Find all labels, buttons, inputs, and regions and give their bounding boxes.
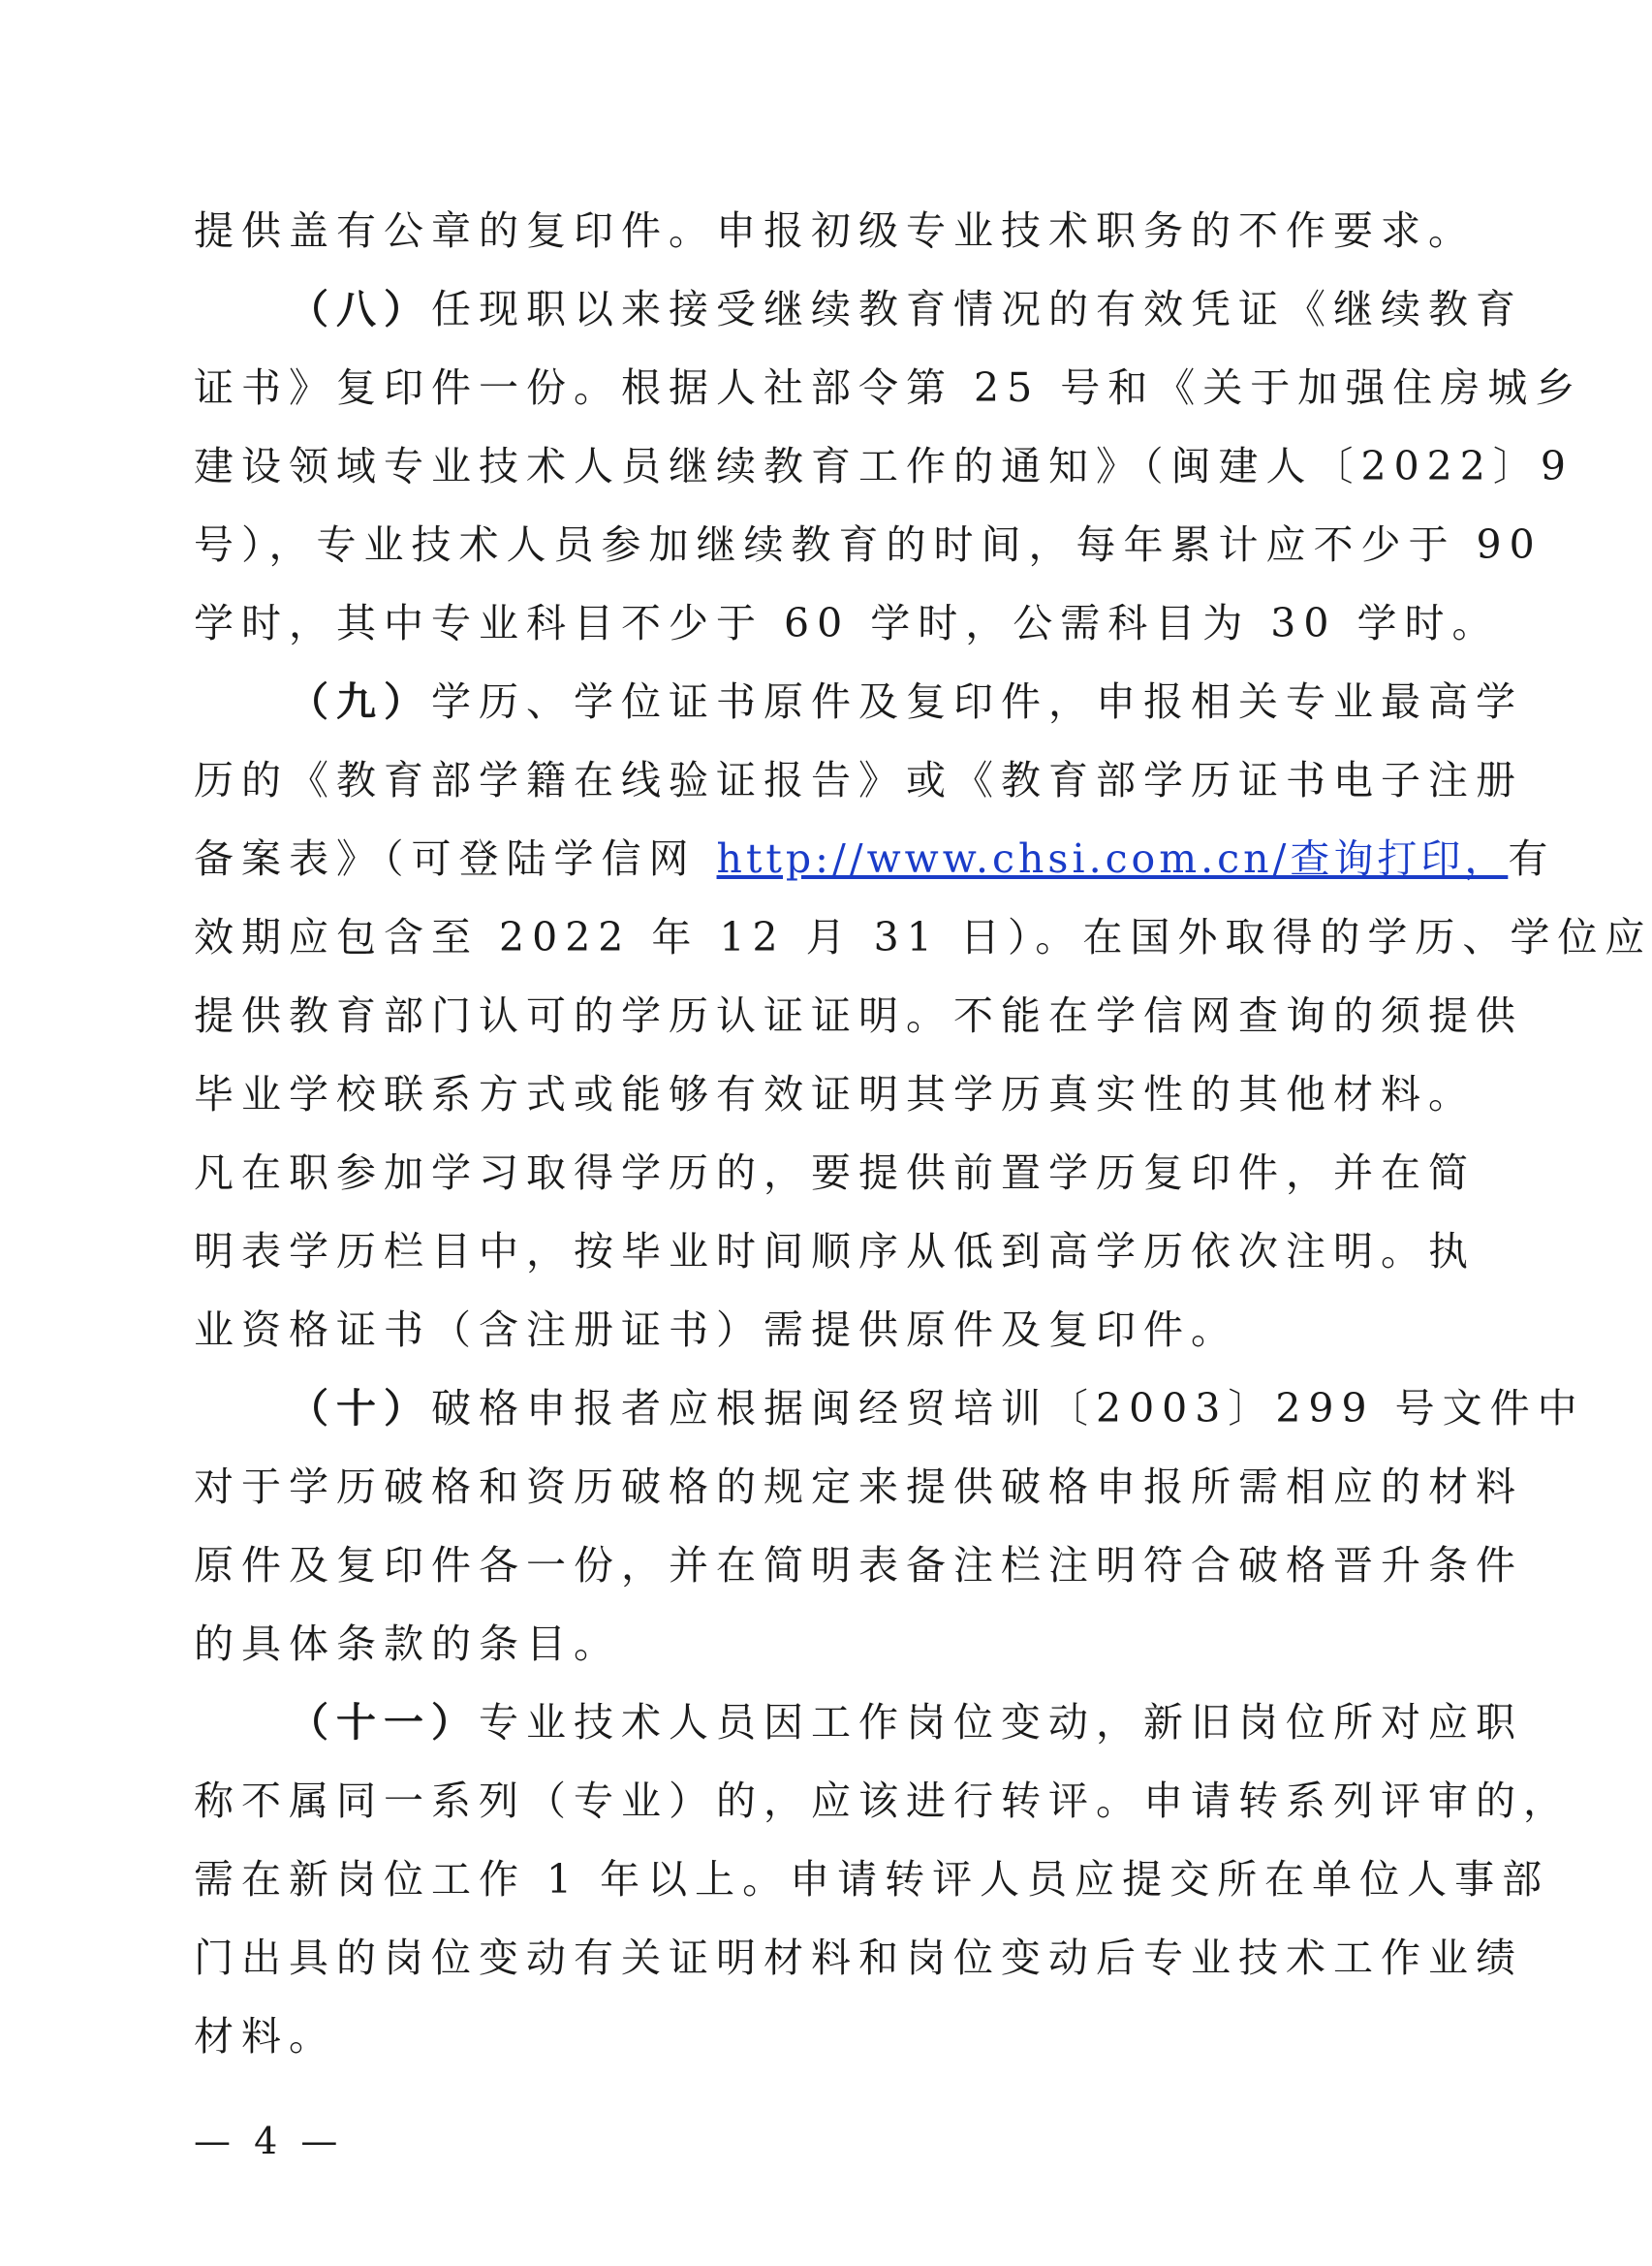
paragraph-line: 提供教育部门认可的学历认证证明。不能在学信网查询的须提供	[194, 992, 1523, 1039]
paragraph-text: 破格申报者应根据闽经贸培训〔2003〕299 号文件中	[431, 1385, 1585, 1432]
paragraph-line: 凡在职参加学习取得学历的，要提供前置学历复印件，并在简	[194, 1149, 1476, 1196]
paragraph-line: 毕业学校联系方式或能够有效证明其学历真实性的其他材料。	[194, 1071, 1476, 1117]
paragraph-line: 明表学历栏目中，按毕业时间顺序从低到高学历依次注明。执	[194, 1228, 1476, 1275]
paragraph-text: 学历、学位证书原件及复印件，申报相关专业最高学	[431, 678, 1523, 725]
paragraph-line: 建设领域专业技术人员继续教育工作的通知》（闽建人〔2022〕9	[194, 443, 1574, 489]
paragraph-line: 的具体条款的条目。	[194, 1621, 621, 1667]
paragraph-line: 学时，其中专业科目不少于 60 学时，公需科目为 30 学时。	[194, 600, 1500, 646]
section-heading: （八）	[289, 286, 431, 332]
paragraph-line: 历的《教育部学籍在线验证报告》或《教育部学历证书电子注册	[194, 757, 1523, 803]
paragraph-line: 业资格证书（含注册证书）需提供原件及复印件。	[194, 1306, 1238, 1353]
paragraph-line: 对于学历破格和资历破格的规定来提供破格申报所需相应的材料	[194, 1463, 1523, 1510]
paragraph-text: 有	[1508, 835, 1556, 882]
document-body	[194, 192, 1652, 2076]
paragraph-line: 提供盖有公章的复印件。申报初级专业技术职务的不作要求。	[194, 207, 1476, 254]
paragraph-line: 证书》复印件一份。根据人社部令第 25 号和《关于加强住房城乡	[194, 364, 1583, 411]
chsi-link[interactable]: http://www.chsi.com.cn/查询打印，	[716, 835, 1509, 882]
section-heading: （九）	[289, 678, 431, 725]
paragraph-text: 专业技术人员因工作岗位变动，新旧岗位所对应职	[479, 1699, 1523, 1746]
paragraph-line: 称不属同一系列（专业）的，应该进行转评。申请转系列评审的，	[194, 1778, 1571, 1824]
paragraph-text: 任现职以来接受继续教育情况的有效凭证《继续教育	[431, 286, 1523, 332]
page-number: — 4 —	[194, 2120, 344, 2162]
paragraph-text: 备案表》（可登陆学信网	[194, 835, 717, 882]
paragraph-line	[194, 663, 1523, 741]
paragraph-line	[194, 270, 1523, 349]
paragraph-line	[194, 820, 1556, 898]
paragraph-line: 材料。	[194, 2013, 336, 2060]
paragraph-line	[194, 1369, 1585, 1448]
paragraph-line: 号），专业技术人员参加继续教育的时间，每年累计应不少于 90	[194, 521, 1543, 568]
paragraph-line: 效期应包含至 2022 年 12 月 31 日）。在国外取得的学历、学位应	[194, 914, 1652, 960]
paragraph-line: 门出具的岗位变动有关证明材料和岗位变动后专业技术工作业绩	[194, 1935, 1523, 1981]
section-heading: （十一）	[289, 1699, 479, 1746]
section-heading: （十）	[289, 1385, 431, 1432]
paragraph-line: 原件及复印件各一份，并在简明表备注栏注明符合破格晋升条件	[194, 1542, 1523, 1589]
paragraph-line: 需在新岗位工作 1 年以上。申请转评人员应提交所在单位人事部	[194, 1856, 1550, 1903]
paragraph-line	[194, 1684, 1523, 1762]
